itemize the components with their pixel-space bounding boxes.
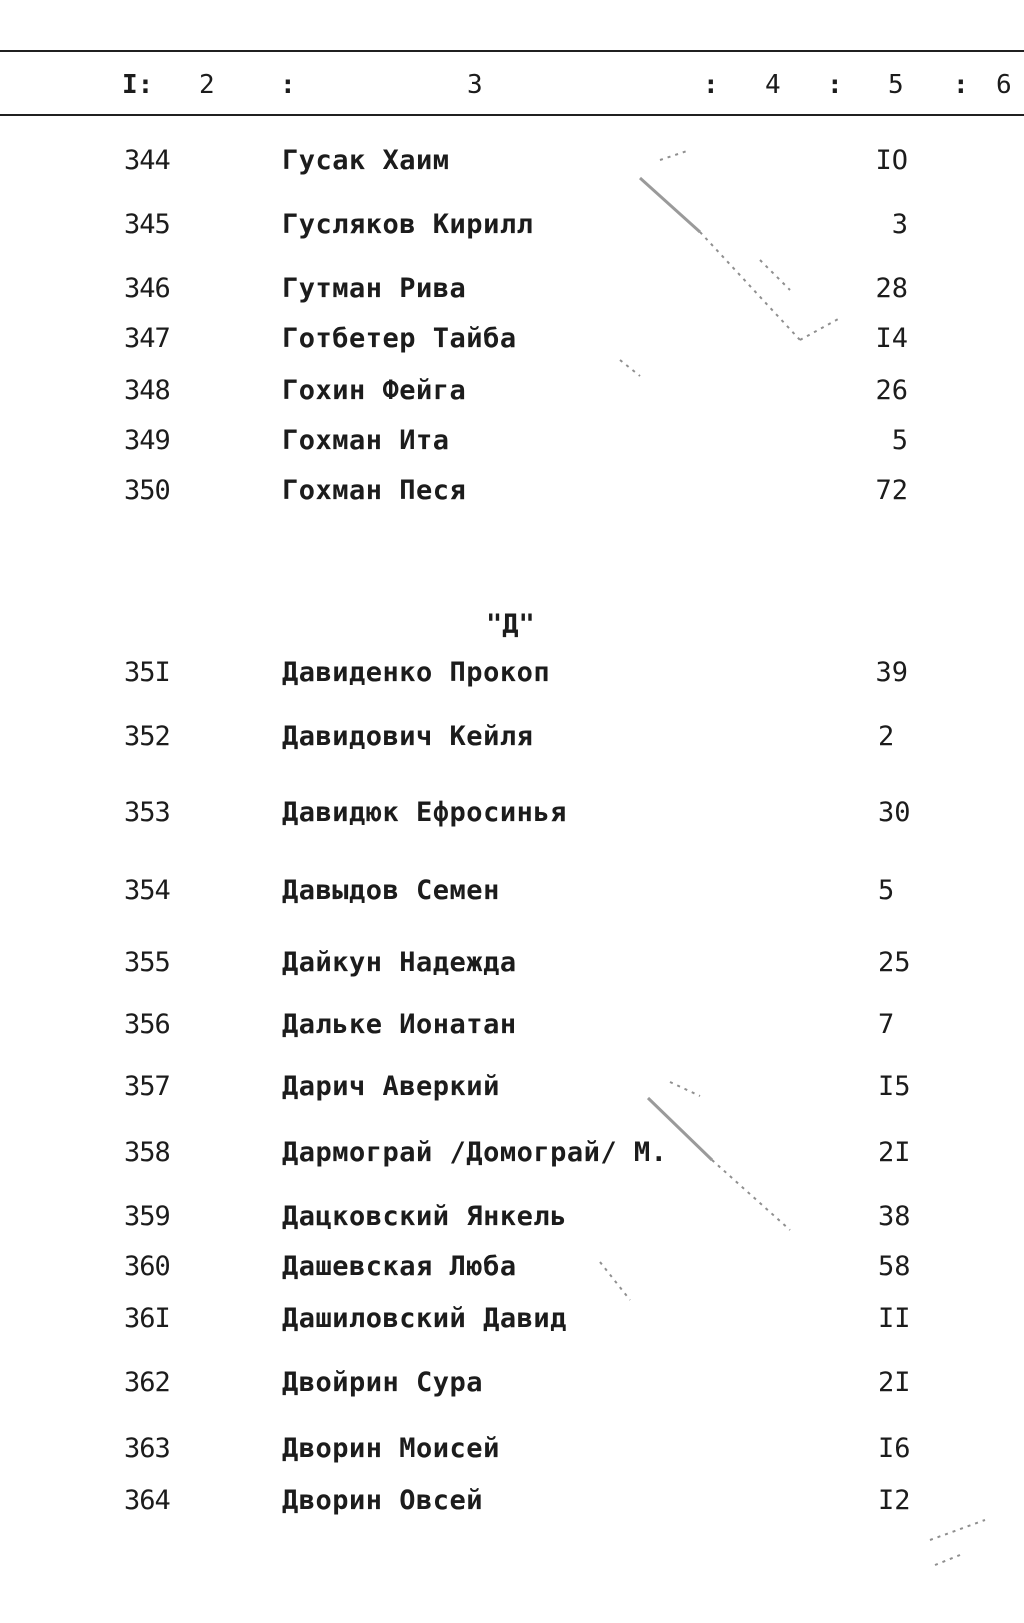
row-value: 30 [878, 797, 911, 828]
header-bottom-rule [0, 114, 1024, 116]
person-name: Дворин Моисей [282, 1433, 500, 1464]
table-row [0, 720, 1024, 754]
row-number: 35I [124, 657, 170, 688]
person-name: Дармограй /Домограй/ М. [282, 1137, 668, 1168]
row-number: 362 [124, 1367, 170, 1398]
table-row [0, 1432, 1024, 1466]
person-name: Гохман Песя [282, 475, 467, 506]
table-row [0, 874, 1024, 908]
row-value: II [878, 1303, 911, 1334]
table-row [0, 656, 1024, 690]
section-heading: "Д" [486, 609, 535, 640]
header-col-3: 3 [467, 70, 483, 100]
table-row [0, 1484, 1024, 1518]
row-number: 350 [124, 475, 170, 506]
header-col-4: 4 [765, 70, 781, 100]
row-number: 352 [124, 721, 170, 752]
row-number: 344 [124, 145, 170, 176]
person-name: Дворин Овсей [282, 1485, 484, 1516]
row-value: 58 [878, 1251, 911, 1282]
table-row [0, 796, 1024, 830]
row-number: 349 [124, 425, 170, 456]
row-value: I6 [878, 1433, 911, 1464]
person-name: Гохин Фейга [282, 375, 467, 406]
row-value: 3 [891, 209, 908, 240]
table-row [0, 946, 1024, 980]
person-name: Давидович Кейля [282, 721, 534, 752]
table-row [0, 1008, 1024, 1042]
table-row [0, 1136, 1024, 1170]
person-name: Давиденко Прокоп [282, 657, 551, 688]
row-number: 355 [124, 947, 170, 978]
header-separator-1: : [280, 70, 296, 100]
table-row [0, 208, 1024, 242]
row-value: 2I [878, 1367, 911, 1398]
row-value: 2I [878, 1137, 911, 1168]
header-col-2: 2 [199, 70, 215, 100]
row-number: 36I [124, 1303, 170, 1334]
person-name: Дальке Ионатан [282, 1009, 517, 1040]
table-row [0, 374, 1024, 408]
row-value: 5 [891, 425, 908, 456]
table-row [0, 1250, 1024, 1284]
header-col-6: 6 [996, 70, 1012, 100]
table-row [0, 424, 1024, 458]
person-name: Готбетер Тайба [282, 323, 517, 354]
person-name: Дацковский Янкель [282, 1201, 567, 1232]
table-row [0, 1302, 1024, 1336]
person-name: Давыдов Семен [282, 875, 500, 906]
row-value: 2 [878, 721, 895, 752]
row-number: 359 [124, 1201, 170, 1232]
table-row [0, 1070, 1024, 1104]
row-value: 7 [878, 1009, 895, 1040]
row-number: 348 [124, 375, 170, 406]
table-row [0, 322, 1024, 356]
row-number: 363 [124, 1433, 170, 1464]
person-name: Дашевская Люба [282, 1251, 517, 1282]
person-name: Двойрин Сура [282, 1367, 484, 1398]
row-number: 360 [124, 1251, 170, 1282]
person-name: Дашиловский Давид [282, 1303, 567, 1334]
table-row [0, 272, 1024, 306]
header-col-5: 5 [888, 70, 904, 100]
person-name: Гутман Рива [282, 273, 467, 304]
row-value: IO [875, 145, 908, 176]
row-number: 353 [124, 797, 170, 828]
person-name: Давидюк Ефросинья [282, 797, 567, 828]
header-top-rule [0, 50, 1024, 52]
row-number: 354 [124, 875, 170, 906]
row-value: I2 [878, 1485, 911, 1516]
table-row [0, 1200, 1024, 1234]
row-value: 25 [878, 947, 911, 978]
row-number: 346 [124, 273, 170, 304]
person-name: Дарич Аверкий [282, 1071, 500, 1102]
table-row [0, 474, 1024, 508]
row-value: 39 [875, 657, 908, 688]
row-value: 72 [875, 475, 908, 506]
row-value: I5 [878, 1071, 911, 1102]
table-row [0, 144, 1024, 178]
person-name: Дайкун Надежда [282, 947, 517, 978]
row-number: 356 [124, 1009, 170, 1040]
row-value: 26 [875, 375, 908, 406]
table-row [0, 1366, 1024, 1400]
header-separator-2: : [703, 70, 719, 100]
row-number: 345 [124, 209, 170, 240]
person-name: Гусак Хаим [282, 145, 450, 176]
person-name: Гусляков Кирилл [282, 209, 534, 240]
person-name: Гохман Ита [282, 425, 450, 456]
row-number: 364 [124, 1485, 170, 1516]
row-value: 5 [878, 875, 895, 906]
row-number: 347 [124, 323, 170, 354]
header-separator-4: : [953, 70, 969, 100]
header-separator-3: : [827, 70, 843, 100]
row-number: 358 [124, 1137, 170, 1168]
row-value: 38 [878, 1201, 911, 1232]
row-value: I4 [875, 323, 908, 354]
row-number: 357 [124, 1071, 170, 1102]
row-value: 28 [875, 273, 908, 304]
header-col-1: I: [122, 70, 154, 100]
